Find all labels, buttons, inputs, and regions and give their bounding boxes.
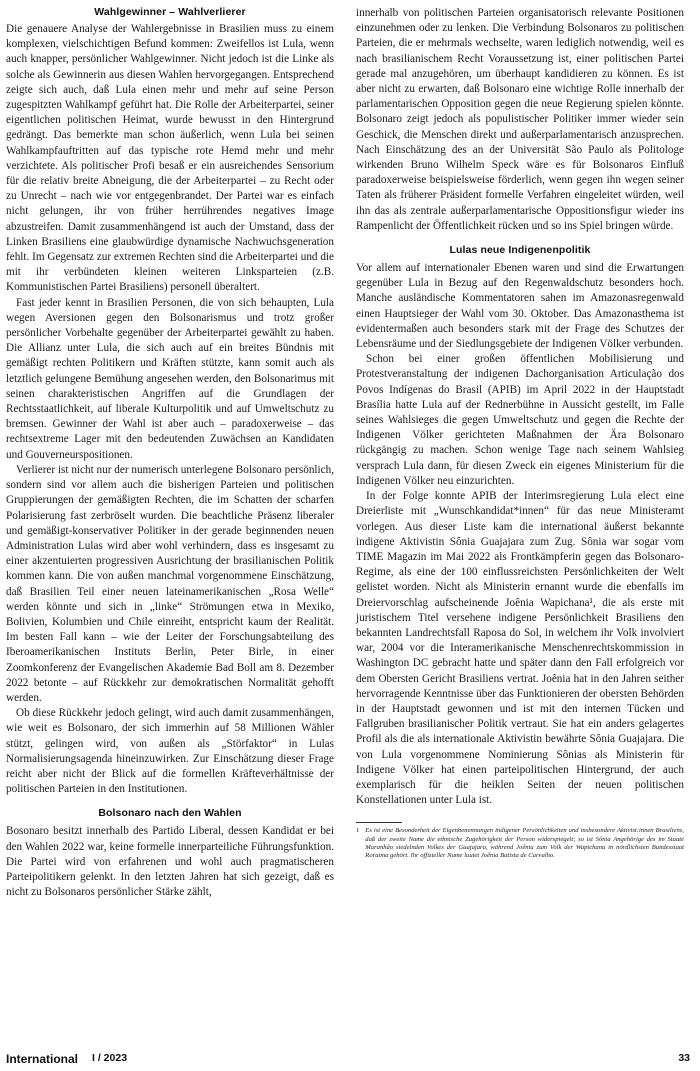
page-footer xyxy=(6,1052,690,1066)
footnote-number: 1 xyxy=(356,827,360,835)
left-column xyxy=(6,6,334,900)
paragraph: Fast jeder kennt in Brasilien Personen, die von sich behaupten, Lula wegen Aversionen gegen den Bolsonarismus und trotz großer persönlicher Vorbehalte gegenüber der Arbeiterpartei gewählt zu haben. Die Allianz unter Lula, die sich auch auf ein breites Bündnis mit gemäßigt rechten Politikern und Kräften stützte, kann somit auch als letztlich gelungene Bemühung angesehen werden, den Bolsonarimus mit seinen charakteristischen Angriffen auf die Grundlagen der Rechtsstaatlichkeit, auf liberale Kulturpolitik und auf Umweltschutz zu bremsen. Gewinner der Wahl ist aber auch – paradoxerweise – das rechtsextreme Lager mit den bedeutenden Zuwächsen an Kandidaten und Gouverneurspositionen. xyxy=(6,296,334,461)
section-heading-wahlgewinner: Wahlgewinner – Wahlverlierer xyxy=(94,6,246,18)
footnote-divider xyxy=(356,822,402,823)
paragraph: innerhalb von politischen Parteien organisatorisch relevante Positionen einzunehmen oder zu lenken. Die Verbindung Bolsonaros zu politischen Parteien, die er mehrmals wechselte, waren lediglich notwendig, weil es nach brasilianischem Recht Voraussetzung ist, einer politischen Partei gerade mal anzugehören, um überhaupt kandidieren zu können. Es ist aber nicht zu erwarten, daß Bolsonaro eine wichtige Rolle innerhalb der parlamentarischen Opposition gegen die neue Regierung spielen könnte. Bolsonaro zeigt jedoch als populistischer Politiker immer wieder sein Geschick, die Menschen direkt und außerparlamentarisch anzusprechen. Nach Einschätzung des an der Universität São Paulo als Politologe wirkenden Bruno Wilhelm Speck wäre es für Bolsonaros Einfluß paradoxerweise beispielsweise förderlich, wenn gegen ihn wegen seiner Taten als früherer Präsident formelle Verfahren eingeleitet würden, weil ihn das als zentrale außerparlamentarische Oppositionsfigur wieder ins Rampenlicht der Öffentlichkeit rücken und so ins Spiel bringen würde. xyxy=(356,7,684,232)
issue-number: I / 2023 xyxy=(92,1052,128,1064)
right-column xyxy=(356,6,684,860)
section-heading-indigenenpolitik: Lulas neue Indigenenpolitik xyxy=(449,244,591,257)
paragraph: Verlierer ist nicht nur der numerisch unterlegene Bolsonaro persönlich, sondern sind vor allem auch die bisherigen Parteien und politischen Gruppierungen der gemäßigten Rechten, die im Schatten der scharfen Polarisierung fast zerbröselt wurden. Die beachtliche Präsenz liberaler und gemäßigt-konservativer Politiker in der gerade beginnenden neuen Administration Lulas wird aber wohl verhindern, dass es insgesamt zu einer akzentuierten progressiven Ausrichtung der brasilianischen Politik kommen kann. Die von außen manchmal vorgenommene Einschätzung, daß Brasilien Teil einer neuen lateinamerikanischen „Rosa Welle“ werden könnte und sich in „linke“ Strömungen etwa in Mexiko, Bolivien, Kolumbien und Chile einreiht, entspricht kaum der Realität. Im besten Fall kann – wie der Leiter der Forschungsabteilung des Iberoamerikanischen Instituts Berlin, Peter Birle, in einer Zoomkonferenz der Evangelischen Akademie Bad Boll am 8. Dezember 2022 betonte – auf Rückkehr zur demokratischen Normalität gehofft werden. xyxy=(6,463,334,704)
footnote-text: Es ist eine Besonderheit der Eigenbenennungen indigener Persönlichkeiten und insbesondere Aktivist:innen Brasiliens, daß der zweite Name die ethnische Zugehörigkeit der Person widerspiegelt; so ist Sônia Angehörige des im Staate Maranhão siedelnden Volkes der Guajajara, während Joênia zum Volk der Wapichana in nördlichsten Bundesstaat Roraima gehört. Ihr offizieller Name lautet Joênia Batista de Carvalho. xyxy=(365,827,684,859)
section-heading-bolsonaro: Bolsonaro nach den Wahlen xyxy=(98,807,242,820)
paragraph: In der Folge konnte APIB der Interimsregierung Lula elect eine Dreierliste mit „Wunschkandidat*innen“ für das neue Ministeramt vorlegen. Aus dieser Liste kam die international äußerst bekannte indigene Aktivistin Sônia Guajajara zum Zug. Sônia war sogar vom TIME Magazin im Mai 2022 als Frontkämpferin gegen das Bolsonaro-Regime, als eine der 100 einflussreichsten Persönlichkeiten der Welt gelistet worden. Nicht als Ministerin ernannt wurde die ebenfalls im Dreiervorschlag aufscheinende Joênia Wapichana¹, die als erste mit juristischem Titel versehene indigene Persönlichkeit Brasiliens den bekannten Landrechtsfall Raposa do Sol, in welchem ihr Volk involviert war, 2004 vor die Interamerikanische Menschenrechtskommission in Washington DC gebracht hatte und später dann den Fall erfolgreich vor dem Obersten Gericht Brasiliens vertrat. Joênia hat in den Jahren seither hervorragende Kenntnisse über das Funktionieren der obersten Behörden in der Hauptstadt gewonnen und ist mit den internen Tücken und Fallgruben brasilianischer Politik vertraut. Sie hat ein anders gelagertes Profil als die als internationale Aktivistin bewährte Sônia Guajajara. Die von Lula vorgenommene Nominierung Sônias als Ministerin für Indigene Völker hat einen parteipolitischen Hintergrund, der auch exemplarisch für die heiklen Seiten der neuen politischen Konstellationen unter Lula ist. xyxy=(356,490,684,807)
paragraph: Schon bei einer großen öffentlichen Mobilisierung und Protestveranstaltung der indigenen Dachorganisation Articulação dos Povos Indígenas do Brasil (APIB) im April 2022 in der Hauptstadt Brasília hatte Lula auf der Rednerbühne in Aussicht gestellt, im Falle seines Wahlsieges die gegen Umweltschutz und gegen die Rechte der Indigenen Völker gerichteten Maßnahmen der Ära Bolsonaro rückgängig zu machen. Schon wenige Tage nach seinem Wahlsieg versprach Lula dann, für diesen Zweck ein eigenes Ministerium für die Indigenen Völker neu einzurichten. xyxy=(356,353,684,487)
paragraph: Die genauere Analyse der Wahlergebnisse in Brasilien muss zu einem komplexen, vielschichtigen Befund kommen: Zweifellos ist Lula, wenn auch knapper, persönlicher Wahlgewinner. Nicht jedoch ist die Linke als solche als Gewinnerin aus diesen Wahlen hervorgegangen. Entsprechend zeigte sich auch, daß Lula einen mehr und mehr auf seine Person zugespitzten Wahlkampf geführt hat. Die Rolle der Arbeiterpartei, seiner eigentlichen politischen Heimat, wurde bewusst in den Hintergrund gedrängt. Das bemerkte man schon äußerlich, wenn Lula bei seinen Wahlkampfauftritten auf das typische rote Hemd mehr und mehr verzichtete. Als politischer Profi besaß er ein ausreichendes Sensorium für die relativ breite Abneigung, die der Arbeiterpartei – zu Recht oder zu Unrecht – nach wie vor entgegenbrandet. Der Partei war es einfach nicht gelungen, ihr von früher herrührendes negatives Image abzustreifen. Damit zusammenhängend ist auch der Umstand, dass der Linken Brasiliens eine glaubwürdige dynamische Nachwuchsgeneration fehlt. Im Gegensatz zur extremen Rechten sind die Arbeiterpartei und die mit ihr verbündeten kleinen weiteren Linksparteien (z.B. Kommunistischen Partei Brasiliens) personell überaltert. xyxy=(6,23,334,294)
paragraph: Bosonaro besitzt innerhalb des Partido Liberal, dessen Kandidat er bei den Wahlen 2022 war, keine formelle innerparteiliche Führungsfunktion. Die Partei wird von erfahrenen und wohl auch pragmatischeren Parteipolitikern gelenkt. In den letzten Jahren hat sich gezeigt, daß es nicht zu Bolsonaros persönlicher Stärke zählt, xyxy=(6,825,334,899)
page-number: 33 xyxy=(678,1052,690,1064)
paragraph: Vor allem auf internationaler Ebenen waren und sind die Erwartungen gegenüber Lula in Bezug auf den Regenwaldschutz besonders hoch. Manche ausländische Kommentatoren sahen im Amazonasregenwald einen Hauptsieger der Wahl vom 30. Oktober. Das Amazonasthema ist evidentermaßen auch besonders stark mit der Frage des Schutzes der Lebensräume und der Siedlungsgebiete der Indigenen Völker verbunden. xyxy=(356,262,684,351)
paragraph: Ob diese Rückkehr jedoch gelingt, wird auch damit zusammenhängen, wie weit es Bolsonaro, der sich immerhin auf 58 Millionen Wähler stützt, gelingen wird, von außen als „Störfaktor“ in Lulas Normalisierungsagenda hineinzuwirken. Zur Einschätzung dieser Frage reicht aber nicht der Blick auf die formellen Kräfteverhältnisse der politischen Parteien in den Institutionen. xyxy=(6,707,334,796)
publication-name: International xyxy=(6,1052,79,1066)
footnote xyxy=(356,827,684,860)
